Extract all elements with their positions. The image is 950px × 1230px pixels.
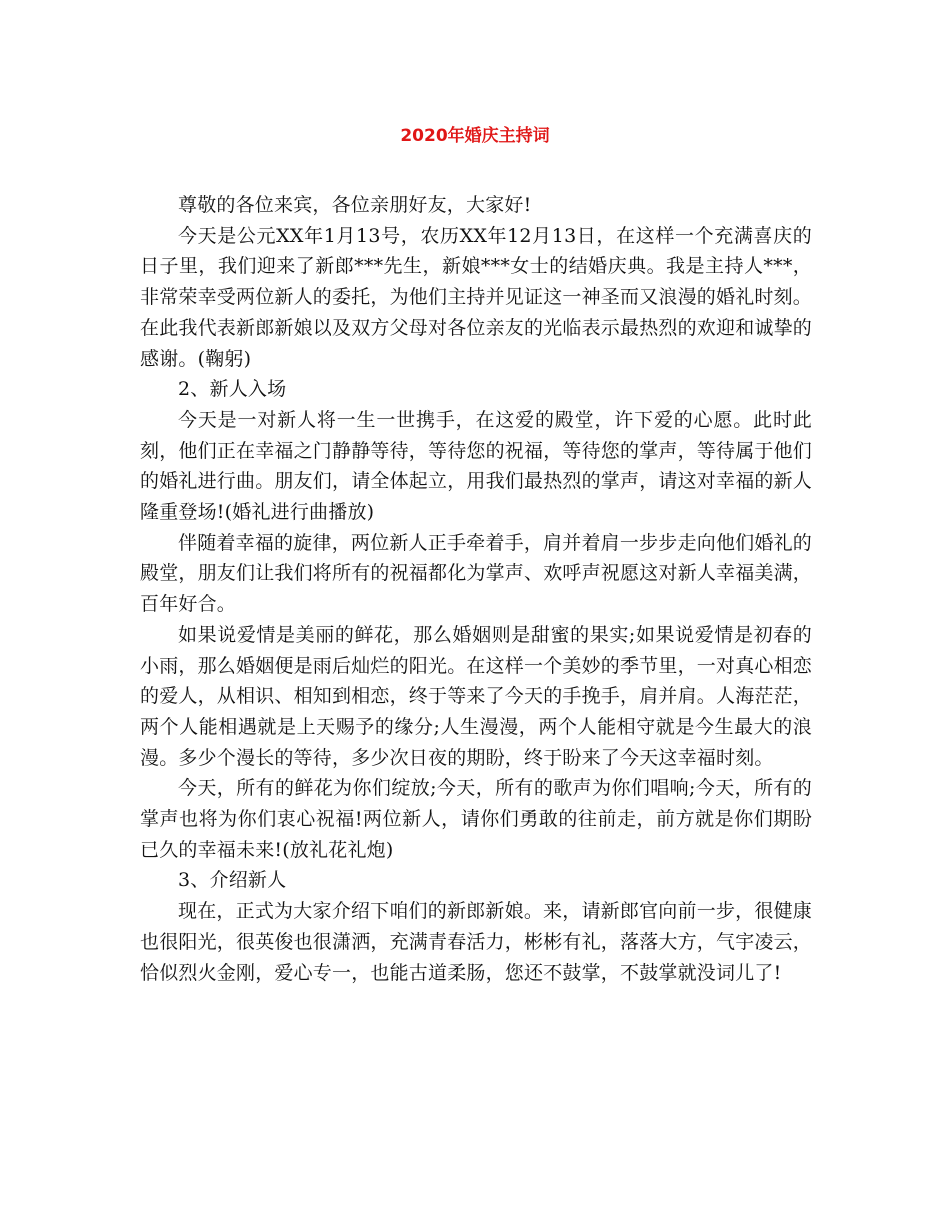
paragraph-introduction: 现在，正式为大家介绍下咱们的新郎新娘。来，请新郎官向前一步，很健康也很阳光，很英俊也很潇洒，充满青春活力，彬彬有礼，落落大方，气宇凌云，恰似烈火金刚，爱心专一，也能古道柔肠，您还不鼓掌，不鼓掌就没词儿了! xyxy=(140,900,813,984)
section-heading-introduction: 3、介绍新人 xyxy=(178,869,287,892)
document-body xyxy=(140,190,812,988)
paragraph-entrance: 今天是一对新人将一生一世携手，在这爱的殿堂，许下爱的心愿。此时此刻，他们正在幸福之门静静等待，等待您的祝福，等待您的掌声，等待属于他们的婚礼进行曲。朋友们，请全体起立，用我们最热烈的掌声，请这对幸福的新人隆重登场!(婚礼进行曲播放) xyxy=(140,408,813,524)
section-heading-entrance: 2、新人入场 xyxy=(178,378,287,401)
paragraph-melody: 伴随着幸福的旋律，两位新人正手牵着手，肩并着肩一步步走向他们婚礼的殿堂，朋友们让我们将所有的祝福都化为掌声、欢呼声祝愿这对新人幸福美满，百年好合。 xyxy=(140,531,813,616)
paragraph-love-marriage: 如果说爱情是美丽的鲜花，那么婚姻则是甜蜜的果实;如果说爱情是初春的小雨，那么婚姻便是雨后灿烂的阳光。在这样一个美妙的季节里，一对真心相恋的爱人，从相识、相知到相恋，终于等来了今天的手挽手，肩并肩。人海茫茫，两个人能相遇就是上天赐予的缘分;人生漫漫，两个人能相守就是今生最大的浪漫。多少个漫长的等待，多少次日夜的期盼，终于盼来了今天这幸福时刻。 xyxy=(140,623,813,769)
paragraph-blessing: 今天，所有的鲜花为你们绽放;今天，所有的歌声为你们唱响;今天，所有的掌声也将为你们衷心祝福!两位新人，请你们勇敢的往前走，前方就是你们期盼已久的幸福未来!(放礼花礼炮) xyxy=(140,777,812,861)
paragraph-opening: 今天是公元XX年1月13号，农历XX年12月13日，在这样一个充满喜庆的日子里，我们迎来了新郎***先生，新娘***女士的结婚庆典。我是主持人***，非常荣幸受两位新人的委托，为他们主持并见证这一神圣而又浪漫的婚礼时刻。在此我代表新郎新娘以及双方父母对各位亲友的光临表示最热烈的欢迎和诚挚的感谢。(鞠躬) xyxy=(140,224,813,370)
document-title: 2020年婚庆主持词 xyxy=(400,126,550,146)
paragraph-greeting: 尊敬的各位来宾，各位亲朋好友，大家好! xyxy=(178,194,532,216)
